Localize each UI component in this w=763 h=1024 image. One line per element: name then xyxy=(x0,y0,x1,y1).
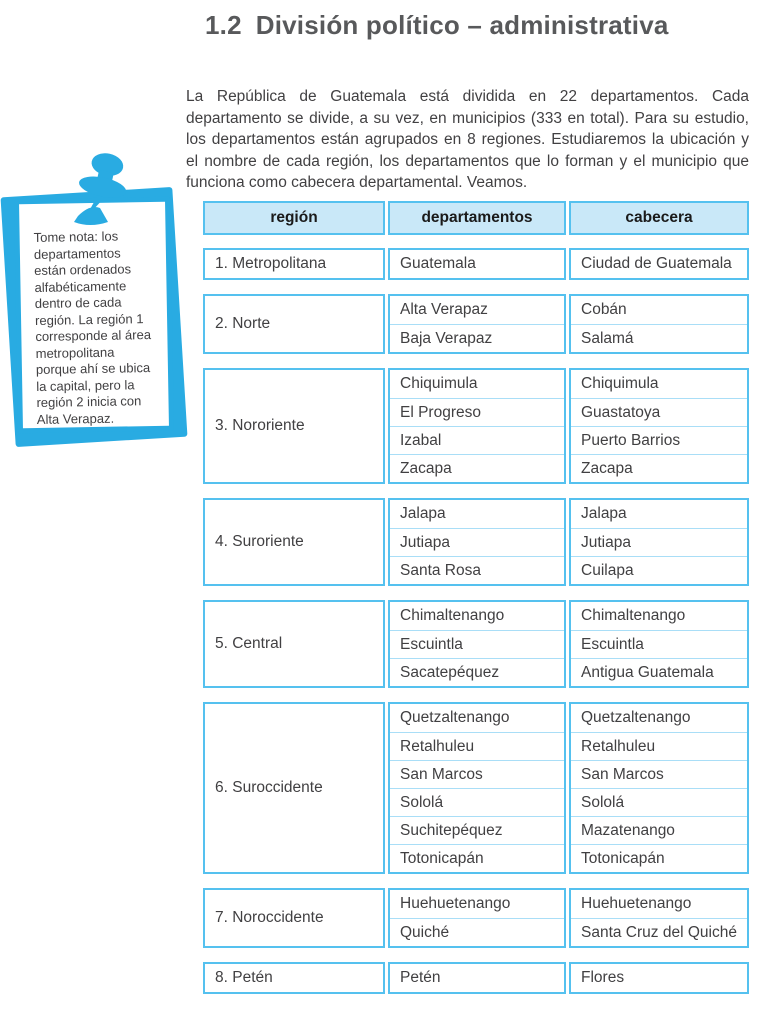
pushpin-icon xyxy=(56,150,148,234)
cabecera-column xyxy=(569,294,749,354)
cabecera-cell: Puerto Barrios xyxy=(571,426,747,454)
departamento-cell: Petén xyxy=(400,969,441,986)
departamento-cell: San Marcos xyxy=(390,760,564,788)
cabecera-cell: Flores xyxy=(581,969,625,986)
region-group xyxy=(203,368,749,484)
table-groups xyxy=(203,248,749,994)
departamentos-column xyxy=(388,962,566,994)
departamentos-column xyxy=(388,702,566,874)
regions-table xyxy=(203,201,749,994)
cabecera-cell: Santa Cruz del Quiché xyxy=(571,918,747,946)
side-note xyxy=(4,150,190,458)
section-number: 1.2 xyxy=(205,10,242,40)
region-cell: 4. Suroriente xyxy=(203,498,385,586)
cabecera-cell: Huehuetenango xyxy=(581,895,692,912)
region-group xyxy=(203,498,749,586)
departamento-cell: Huehuetenango xyxy=(400,895,511,912)
departamento-cell: Zacapa xyxy=(390,454,564,482)
region-group xyxy=(203,962,749,994)
cabecera-cell: Quetzaltenango xyxy=(581,709,691,726)
region-cell: 5. Central xyxy=(203,600,385,688)
region-cell: 6. Suroccidente xyxy=(203,702,385,874)
region-cell: 7. Noroccidente xyxy=(203,888,385,948)
cabecera-cell: Antigua Guatemala xyxy=(571,658,747,686)
departamentos-column xyxy=(388,888,566,948)
region-group xyxy=(203,294,749,354)
region-cell: 1. Metropolitana xyxy=(203,248,385,280)
header-cell-departamentos: departamentos xyxy=(388,201,566,235)
cabecera-column xyxy=(569,248,749,280)
departamento-cell: Santa Rosa xyxy=(390,556,564,584)
departamento-cell: Chimaltenango xyxy=(400,607,505,624)
departamentos-column xyxy=(388,498,566,586)
intro-paragraph: La República de Guatemala está dividida en 22 departamentos. Cada departamento se divide, a su vez, en municipios (333 en total). Para su estudio, los departamentos están agrupados en 8 regiones. Estudiaremos la ubicación y el nombre de cada región, los departamentos que lo forman y el municipio que funciona como cabecera departamental. Veamos. xyxy=(186,88,749,191)
section-title: División político – administrativa xyxy=(255,10,669,40)
cabecera-cell: Chimaltenango xyxy=(581,607,686,624)
departamento-cell: Jalapa xyxy=(400,505,446,522)
region-group xyxy=(203,600,749,688)
cabecera-cell: Jalapa xyxy=(581,505,627,522)
region-group xyxy=(203,248,749,280)
departamento-cell: Sacatepéquez xyxy=(390,658,564,686)
cabecera-column xyxy=(569,962,749,994)
departamento-cell: Alta Verapaz xyxy=(400,301,488,318)
cabecera-cell: Salamá xyxy=(571,324,747,352)
cabecera-cell: Cuilapa xyxy=(571,556,747,584)
cabecera-cell: Zacapa xyxy=(571,454,747,482)
cabecera-cell: Cobán xyxy=(581,301,627,318)
departamento-cell: Suchitepéquez xyxy=(390,816,564,844)
departamento-cell: Baja Verapaz xyxy=(390,324,564,352)
cabecera-cell: Retalhuleu xyxy=(571,732,747,760)
cabecera-cell: Mazatenango xyxy=(571,816,747,844)
page-title xyxy=(205,10,669,41)
cabecera-column xyxy=(569,498,749,586)
departamento-cell: Guatemala xyxy=(400,255,476,272)
note-text: Tome nota: los departamentos están ordenados alfabéticamente dentro de cada región. La región 1 corresponde al área metropolitana porque ahí se ubica la capital, pero la región 2 inicia con Alta Verapaz. xyxy=(33,228,152,427)
cabecera-cell: Sololá xyxy=(571,788,747,816)
region-group xyxy=(203,888,749,948)
cabecera-cell: Ciudad de Guatemala xyxy=(581,255,732,272)
region-cell: 8. Petén xyxy=(203,962,385,994)
cabecera-cell: Chiquimula xyxy=(581,375,659,392)
region-cell: 2. Norte xyxy=(203,294,385,354)
cabecera-cell: Jutiapa xyxy=(571,528,747,556)
header-cell-region: región xyxy=(203,201,385,235)
cabecera-cell: Totonicapán xyxy=(571,844,747,872)
cabecera-column xyxy=(569,888,749,948)
departamento-cell: Quetzaltenango xyxy=(400,709,510,726)
cabecera-cell: San Marcos xyxy=(571,760,747,788)
cabecera-column xyxy=(569,368,749,484)
cabecera-column xyxy=(569,702,749,874)
table-header-row xyxy=(203,201,749,235)
cabecera-column xyxy=(569,600,749,688)
region-cell: 3. Nororiente xyxy=(203,368,385,484)
departamento-cell: Jutiapa xyxy=(390,528,564,556)
departamento-cell: Quiché xyxy=(390,918,564,946)
departamento-cell: Izabal xyxy=(390,426,564,454)
departamentos-column xyxy=(388,368,566,484)
departamentos-column xyxy=(388,600,566,688)
departamento-cell: Totonicapán xyxy=(390,844,564,872)
departamento-cell: Retalhuleu xyxy=(390,732,564,760)
header-cell-cabecera: cabecera xyxy=(569,201,749,235)
region-group xyxy=(203,702,749,874)
departamento-cell: Escuintla xyxy=(390,630,564,658)
departamentos-column xyxy=(388,294,566,354)
departamento-cell: Chiquimula xyxy=(400,375,478,392)
cabecera-cell: Guastatoya xyxy=(571,398,747,426)
departamento-cell: Sololá xyxy=(390,788,564,816)
departamento-cell: El Progreso xyxy=(390,398,564,426)
departamentos-column xyxy=(388,248,566,280)
cabecera-cell: Escuintla xyxy=(571,630,747,658)
